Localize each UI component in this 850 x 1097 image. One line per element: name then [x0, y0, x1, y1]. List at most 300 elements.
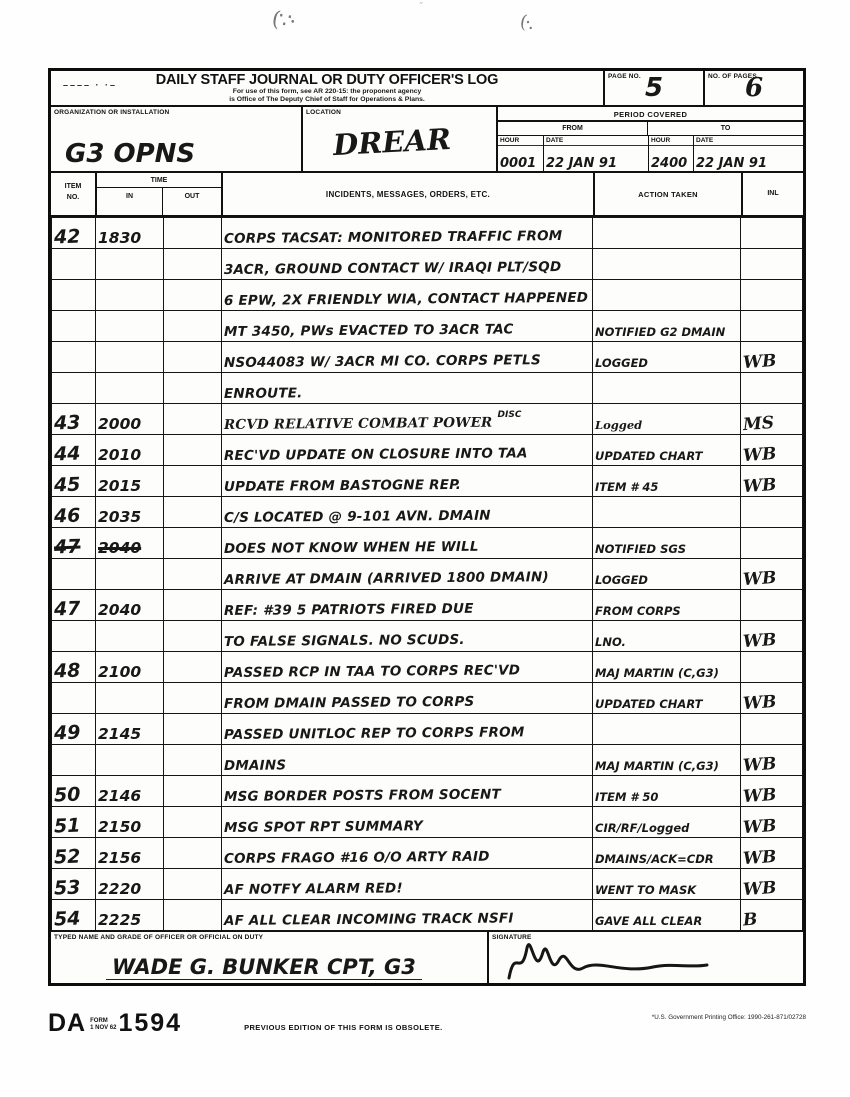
- from-to-strip: [498, 122, 803, 136]
- incidents-cell: [222, 218, 593, 249]
- page-no-value: 5: [644, 73, 664, 103]
- journal-row: [52, 373, 803, 404]
- initials: WB: [742, 443, 778, 467]
- journal-row: [52, 497, 803, 528]
- item-no-cell: [52, 590, 96, 621]
- action-taken: LOGGED: [595, 573, 648, 587]
- journal-row: [52, 218, 803, 249]
- entry-text: DOES NOT KNOW WHEN HE WILL: [223, 538, 479, 557]
- pen-dashes: –––– · ·–: [63, 80, 118, 90]
- item-no-cell: [52, 404, 96, 435]
- entry-text: AF ALL CLEAR INCOMING TRACK NSFI: [223, 910, 514, 929]
- item-no: 47: [53, 535, 81, 559]
- item-no-cell: [52, 342, 96, 373]
- time-in: 2150: [98, 818, 142, 836]
- incidents-cell: [222, 900, 593, 931]
- time-out-cell: [164, 714, 222, 745]
- initials: WB: [742, 753, 778, 777]
- item-no: 46: [53, 504, 81, 528]
- item-no-cell: [52, 869, 96, 900]
- action-cell: [593, 652, 741, 683]
- time-in-cell: [96, 869, 164, 900]
- initials: WB: [742, 350, 778, 374]
- journal-row: [52, 683, 803, 714]
- entry-text: ENROUTE.: [223, 385, 303, 403]
- col-header-incidents: INCIDENTS, MESSAGES, ORDERS, ETC.: [221, 173, 593, 215]
- inl-cell: [741, 404, 803, 435]
- incidents-cell: [222, 342, 593, 373]
- action-taken: ITEM # 50: [595, 790, 659, 804]
- action-cell: [593, 559, 741, 590]
- to-date-cell: [693, 136, 803, 171]
- period-values: [498, 136, 803, 171]
- incidents-cell: [222, 869, 593, 900]
- time-in-cell: [96, 621, 164, 652]
- incidents-cell: [222, 776, 593, 807]
- item-no: 47: [53, 597, 81, 621]
- form-word: FORM: [90, 1018, 108, 1024]
- time-out-cell: [164, 311, 222, 342]
- action-taken: LOGGED: [595, 356, 648, 370]
- typed-name-label: TYPED NAME AND GRADE OF OFFICER OR OFFICIAL ON DUTY: [54, 934, 264, 941]
- journal-row: [52, 745, 803, 776]
- item-no-cell: [52, 900, 96, 931]
- journal-row: [52, 342, 803, 373]
- inl-cell: [741, 280, 803, 311]
- action-cell: [593, 435, 741, 466]
- form-header-row2: [51, 107, 803, 173]
- incidents-cell: [222, 621, 593, 652]
- period-covered-cell: [496, 107, 803, 171]
- action-taken: Logged: [595, 418, 643, 432]
- inl-cell: [741, 528, 803, 559]
- time-in-cell: [96, 559, 164, 590]
- journal-row: [52, 776, 803, 807]
- incidents-cell: [222, 714, 593, 745]
- organization-label: ORGANIZATION OR INSTALLATION: [54, 109, 170, 116]
- inl-cell: [741, 621, 803, 652]
- inl-cell: [741, 745, 803, 776]
- time-out-cell: [164, 776, 222, 807]
- organization-cell: [51, 107, 301, 171]
- item-no: 52: [53, 845, 81, 869]
- item-no-cell: [52, 311, 96, 342]
- num-pages-label: NO. OF PAGES: [708, 73, 757, 80]
- action-cell: [593, 373, 741, 404]
- hour-label: HOUR: [649, 136, 693, 146]
- location-label: LOCATION: [306, 109, 342, 116]
- action-cell: [593, 590, 741, 621]
- time-in-cell: [96, 466, 164, 497]
- to-hour-value: 2400: [651, 156, 688, 171]
- page-no-label: PAGE NO.: [608, 73, 641, 80]
- item-no-cell: [52, 621, 96, 652]
- incidents-cell: [222, 249, 593, 280]
- entry-text: MSG SPOT RPT SUMMARY: [223, 818, 424, 836]
- inl-cell: [741, 776, 803, 807]
- journal-row: [52, 466, 803, 497]
- journal-row: [52, 435, 803, 466]
- item-label-line2: NO.: [66, 193, 80, 201]
- time-in: 2220: [98, 880, 142, 898]
- entry-text: PASSED UNITLOC REP TO CORPS FROM: [223, 724, 525, 743]
- item-no: 54: [53, 907, 81, 931]
- inl-cell: [741, 590, 803, 621]
- entry-text: 6 EPW, 2X FRIENDLY WIA, CONTACT HAPPENED: [223, 289, 589, 310]
- time-in: 2015: [98, 477, 142, 495]
- action-cell: [593, 404, 741, 435]
- initials: WB: [742, 815, 778, 839]
- item-no-cell: [52, 559, 96, 590]
- incidents-cell: [222, 838, 593, 869]
- action-taken: MAJ MARTIN (C,G3): [595, 759, 719, 773]
- from-date-cell: [543, 136, 648, 171]
- time-out-cell: [164, 652, 222, 683]
- action-taken: MAJ MARTIN (C,G3): [595, 666, 719, 680]
- time-in-cell: [96, 900, 164, 931]
- inl-cell: [741, 466, 803, 497]
- to-hour-cell: [648, 136, 693, 171]
- item-no-cell: [52, 218, 96, 249]
- action-cell: [593, 280, 741, 311]
- signature-cell: [487, 932, 803, 983]
- inl-cell: [741, 559, 803, 590]
- item-label-line1: ITEM: [64, 183, 82, 190]
- time-in-cell: [96, 776, 164, 807]
- entry-text: TO FALSE SIGNALS. NO SCUDS.: [223, 631, 465, 650]
- action-cell: [593, 218, 741, 249]
- journal-row: [52, 869, 803, 900]
- entry-text: AF NOTFY ALARM RED!: [223, 880, 403, 898]
- entry-text: REF: #39 5 PATRIOTS FIRED DUE: [223, 600, 474, 619]
- time-in-cell: [96, 404, 164, 435]
- item-no-cell: [52, 838, 96, 869]
- action-cell: [593, 528, 741, 559]
- action-taken: NOTIFIED G2 DMAIN: [595, 325, 726, 339]
- initials: WB: [742, 474, 778, 498]
- journal-row: [52, 838, 803, 869]
- in-out-strip: [97, 188, 221, 215]
- typed-name-value: WADE G. BUNKER CPT, G3: [106, 957, 422, 980]
- action-taken: ITEM # 45: [595, 480, 659, 494]
- time-out-cell: [164, 373, 222, 404]
- action-cell: [593, 776, 741, 807]
- action-cell: [593, 342, 741, 373]
- time-in-cell: [96, 838, 164, 869]
- time-out-cell: [164, 435, 222, 466]
- time-out-cell: [164, 900, 222, 931]
- time-out-cell: [164, 280, 222, 311]
- entry-text: REC'VD UPDATE ON CLOSURE INTO TAA: [223, 445, 528, 465]
- inl-cell: [741, 714, 803, 745]
- time-in: 2225: [98, 911, 142, 929]
- incidents-cell: [222, 590, 593, 621]
- time-in: 2000: [98, 415, 142, 433]
- period-covered-label: PERIOD COVERED: [498, 107, 803, 122]
- entry-text: CORPS TACSAT: MONITORED TRAFFIC FROM: [223, 228, 563, 248]
- item-no-cell: [52, 373, 96, 404]
- time-in-cell: [96, 249, 164, 280]
- incidents-cell: [222, 497, 593, 528]
- in-label: IN: [97, 188, 163, 215]
- time-out-cell: [164, 342, 222, 373]
- time-out-cell: [164, 590, 222, 621]
- time-in: 2145: [98, 725, 142, 743]
- time-in-cell: [96, 683, 164, 714]
- journal-row: [52, 900, 803, 931]
- item-no-cell: [52, 652, 96, 683]
- journal-body: [52, 218, 803, 931]
- item-no-cell: [52, 683, 96, 714]
- entry-text: MT 3450, PWs EVACTED TO 3ACR TAC: [223, 321, 514, 341]
- item-no: 44: [53, 442, 81, 466]
- time-out-cell: [164, 404, 222, 435]
- entry-note: DISC: [497, 410, 522, 420]
- inl-cell: [741, 683, 803, 714]
- col-header-time: [95, 173, 221, 215]
- item-no: 43: [53, 411, 81, 435]
- action-cell: [593, 807, 741, 838]
- entry-text: CORPS FRAGO #16 O/O ARTY RAID: [223, 848, 490, 867]
- item-no-cell: [52, 528, 96, 559]
- time-in-cell: [96, 745, 164, 776]
- item-no: 45: [53, 473, 81, 497]
- entry-text: RCVD RELATIVE COMBAT POWER: [223, 414, 493, 434]
- entry-text: PASSED RCP IN TAA TO CORPS REC'VD: [223, 662, 521, 681]
- time-in-cell: [96, 218, 164, 249]
- item-no-cell: [52, 249, 96, 280]
- time-out-cell: [164, 559, 222, 590]
- form-number-line: [48, 1009, 806, 1037]
- action-taken: WENT TO MASK: [595, 883, 697, 897]
- scan-smudge: (·.: [518, 11, 535, 34]
- entry-text: FROM DMAIN PASSED TO CORPS: [223, 693, 475, 712]
- inl-cell: [741, 838, 803, 869]
- entry-text: C/S LOCATED @ 9-101 AVN. DMAIN: [223, 507, 491, 526]
- time-out-cell: [164, 528, 222, 559]
- journal-row: [52, 590, 803, 621]
- time-in-cell: [96, 807, 164, 838]
- item-no: 49: [53, 721, 81, 745]
- col-header-inl: INL: [741, 173, 803, 215]
- item-no: 53: [53, 876, 81, 900]
- journal-row: [52, 280, 803, 311]
- journal-row: [52, 249, 803, 280]
- time-in-cell: [96, 280, 164, 311]
- action-cell: [593, 466, 741, 497]
- scan-smudge: ˝: [417, 1, 422, 13]
- entry-text: NSO44083 W/ 3ACR MI CO. CORPS PETLS: [223, 352, 541, 372]
- journal-row: [52, 404, 803, 435]
- journal-row: [52, 652, 803, 683]
- form-number: 1594: [118, 1009, 183, 1037]
- action-taken: UPDATED CHART: [595, 449, 703, 463]
- time-out-cell: [164, 869, 222, 900]
- action-cell: [593, 745, 741, 776]
- item-no: 42: [53, 225, 81, 249]
- initials: WB: [742, 784, 778, 808]
- signature-label: SIGNATURE: [492, 934, 532, 941]
- journal-row: [52, 807, 803, 838]
- inl-cell: [741, 435, 803, 466]
- time-label: TIME: [97, 173, 221, 188]
- to-date-value: 22 JAN 91: [696, 156, 768, 171]
- incidents-cell: [222, 373, 593, 404]
- scan-smudge: (∵·: [270, 6, 297, 34]
- action-taken: FROM CORPS: [595, 604, 681, 618]
- num-pages-value: 6: [744, 73, 764, 103]
- initials: WB: [742, 846, 778, 870]
- time-out-cell: [164, 218, 222, 249]
- form-subtitle-line1: For use of this form, see AR 220-15: the proponent agency: [232, 88, 422, 96]
- inl-cell: [741, 900, 803, 931]
- time-out-cell: [164, 466, 222, 497]
- form-edition: [90, 1018, 116, 1032]
- time-in-cell: [96, 590, 164, 621]
- organization-value: G3 OPNS: [65, 139, 196, 169]
- num-pages-cell: [703, 71, 803, 105]
- item-no-cell: [52, 807, 96, 838]
- location-value: DREAR: [332, 121, 452, 163]
- action-cell: [593, 900, 741, 931]
- time-in: 1830: [98, 229, 142, 247]
- item-no-cell: [52, 280, 96, 311]
- time-out-cell: [164, 497, 222, 528]
- incidents-cell: [222, 559, 593, 590]
- time-in: 2035: [98, 508, 142, 526]
- time-out-cell: [164, 807, 222, 838]
- journal-row: [52, 621, 803, 652]
- out-label: OUT: [184, 193, 200, 200]
- time-out-cell: [164, 249, 222, 280]
- time-in: 2146: [98, 787, 142, 805]
- action-taken: DMAINS/ACK=CDR: [595, 852, 714, 866]
- da-form-1594: [48, 68, 806, 986]
- time-out-cell: [164, 621, 222, 652]
- inl-cell: [741, 373, 803, 404]
- initials: B: [742, 909, 759, 931]
- form-title: DAILY STAFF JOURNAL OR DUTY OFFICER'S LOG: [155, 72, 499, 88]
- initials: WB: [742, 877, 778, 901]
- time-out-cell: [164, 683, 222, 714]
- time-in-cell: [96, 435, 164, 466]
- inl-cell: [741, 807, 803, 838]
- time-in: 2040: [98, 601, 142, 619]
- incidents-cell: [222, 466, 593, 497]
- time-in-cell: [96, 342, 164, 373]
- location-cell: [301, 107, 496, 171]
- item-no: 51: [53, 814, 81, 838]
- entry-text: MSG BORDER POSTS FROM SOCENT: [223, 786, 502, 805]
- date-label: DATE: [544, 136, 648, 146]
- from-hour-value: 0001: [500, 156, 537, 171]
- action-taken: UPDATED CHART: [595, 697, 703, 711]
- time-in: 2010: [98, 446, 142, 464]
- action-cell: [593, 621, 741, 652]
- to-label: TO: [720, 125, 731, 132]
- time-in-cell: [96, 311, 164, 342]
- entry-text: 3ACR, GROUND CONTACT W/ IRAQI PLT/SQD: [223, 259, 562, 279]
- inl-cell: [741, 869, 803, 900]
- journal-row: [52, 714, 803, 745]
- from-label: FROM: [498, 122, 648, 135]
- item-no-cell: [52, 776, 96, 807]
- inl-cell: [741, 311, 803, 342]
- inl-cell: [741, 249, 803, 280]
- action-cell: [593, 497, 741, 528]
- hour-label: HOUR: [498, 136, 543, 146]
- col-header-item-no: [51, 173, 95, 215]
- action-cell: [593, 311, 741, 342]
- action-taken: LNO.: [595, 635, 626, 649]
- entry-text: ARRIVE AT DMAIN (ARRIVED 1800 DMAIN): [223, 569, 549, 588]
- page-no-cell: [603, 71, 703, 105]
- col-header-action: ACTION TAKEN: [593, 173, 741, 215]
- item-no-cell: [52, 435, 96, 466]
- journal-row: [52, 528, 803, 559]
- obsolete-note: PREVIOUS EDITION OF THIS FORM IS OBSOLETE.: [244, 1023, 443, 1032]
- time-out-cell: [164, 838, 222, 869]
- journal-row: [52, 559, 803, 590]
- initials: WB: [742, 691, 778, 715]
- time-in-cell: [96, 528, 164, 559]
- date-label: DATE: [694, 136, 803, 146]
- inl-cell: [741, 218, 803, 249]
- typed-name-cell: [51, 932, 487, 983]
- gpo-note: *U.S. Government Printing Office: 1990-261-871/02728: [651, 1014, 806, 1021]
- entry-text: UPDATE FROM BASTOGNE REP.: [223, 476, 462, 496]
- item-no-cell: [52, 466, 96, 497]
- signature-scribble: [495, 934, 735, 984]
- action-cell: [593, 838, 741, 869]
- da-prefix: DA: [48, 1009, 87, 1037]
- action-cell: [593, 869, 741, 900]
- form-title-cell: [51, 71, 603, 105]
- action-cell: [593, 714, 741, 745]
- from-hour-cell: [498, 136, 543, 171]
- item-no: 50: [53, 783, 81, 807]
- from-date-value: 22 JAN 91: [546, 156, 618, 171]
- time-in-cell: [96, 373, 164, 404]
- inl-cell: [741, 342, 803, 373]
- action-taken: GAVE ALL CLEAR: [595, 914, 703, 928]
- time-in-cell: [96, 714, 164, 745]
- column-header-row: [51, 173, 803, 217]
- action-cell: [593, 249, 741, 280]
- inl-cell: [741, 652, 803, 683]
- time-in: 2040: [98, 539, 142, 557]
- incidents-cell: [222, 435, 593, 466]
- form-header-row: [51, 71, 803, 107]
- inl-cell: [741, 497, 803, 528]
- journal-row: [52, 311, 803, 342]
- incidents-cell: [222, 683, 593, 714]
- initials: MS: [742, 412, 775, 436]
- incidents-cell: [222, 280, 593, 311]
- form-footer-row: [51, 931, 803, 983]
- item-no-cell: [52, 745, 96, 776]
- incidents-cell: [222, 404, 593, 435]
- time-in-cell: [96, 497, 164, 528]
- time-in-cell: [96, 652, 164, 683]
- action-taken: NOTIFIED SGS: [595, 542, 687, 556]
- incidents-cell: [222, 528, 593, 559]
- item-no: 48: [53, 659, 81, 683]
- action-cell: [593, 683, 741, 714]
- form-subtitle-line2: is Office of The Deputy Chief of Staff for Operations & Plans.: [229, 96, 425, 104]
- time-in: 2100: [98, 663, 142, 681]
- time-out-cell: [164, 745, 222, 776]
